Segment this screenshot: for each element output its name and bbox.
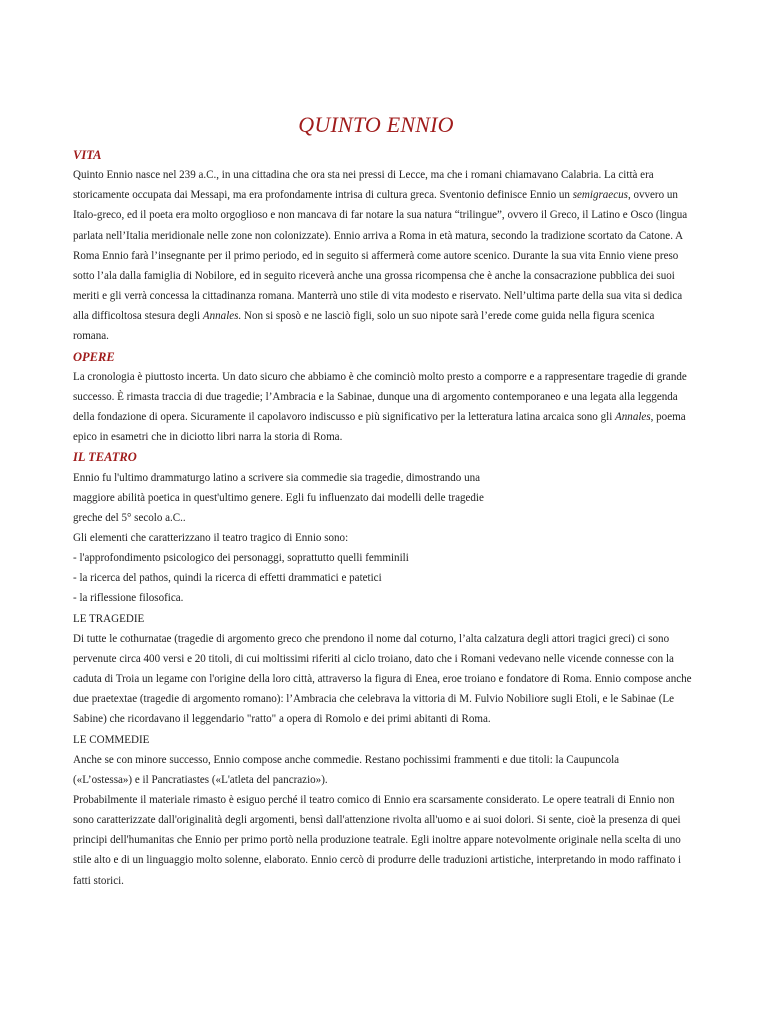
tragedie-paragraph: Di tutte le cothurnatae (tragedie di argomento greco che prendono il nome dal coturno, l’alta calzatura degli attori tragici greci) ci sono pervenute circa 400 versi e 20 titoli, di cui moltissimi riferiti al ciclo troiano, dato che i Romani vedevano nelle vicende connesse con la caduta di Troia un legame con l'origine della loro città, attraverso la figura di Enea, eroe troiano e fondatore di Roma. Ennio compose anche due praetextae (tragedie di argomento romano): l’Ambracia che celebrava la vittoria di M. Fulvio Nobiliore sugli Etoli, e le Sabinae (Le Sabine) che ricordavano il leggendario "ratto" a opera di Romolo e dei primi abitanti di Roma. (73, 632, 692, 726)
teatro-line-2: maggiore abilità poetica in quest'ultimo genere. Egli fu influenzato dai modelli delle tragedie (73, 491, 484, 504)
opere-term-annales: Annales (615, 411, 651, 424)
section-heading-vita: VITA (73, 148, 102, 162)
vita-paragraph (73, 165, 693, 346)
teatro-list-item-3: - la riflessione filosofica. (73, 592, 184, 605)
commedie-line-1: Anche se con minore successo, Ennio compose anche commedie. Restano pochissimi frammenti e due titoli: la Caupuncola (73, 753, 620, 766)
opere-text-part-2: , poema epico in esametri che in diciotto libri narra la storia di Roma. (73, 411, 686, 444)
document-title: QUINTO ENNIO (298, 112, 454, 137)
teatro-line-1: Ennio fu l'ultimo drammaturgo latino a scrivere sia commedie sia tragedie, dimostrando una (73, 471, 481, 484)
teatro-line-4: Gli elementi che caratterizzano il teatro tragico di Ennio sono: (73, 531, 349, 544)
vita-text-part-3: Non si sposò e ne lasciò figli, solo un suo nipote sarà l’erede come guida nella figura scenica romana. (73, 310, 655, 343)
teatro-line-3: greche del 5° secolo a.C.. (73, 511, 186, 524)
subheading-tragedie: LE TRAGEDIE (73, 612, 145, 625)
vita-term-semigraecus: semigraecus (572, 189, 628, 202)
commedie-line-2: («L’ostessa») e il Pancratiastes («L'atleta del pancrazio»). (73, 773, 328, 786)
opere-text-part-1: La cronologia è piuttosto incerta. Un dato sicuro che abbiamo è che cominciò molto presto a comporre e a rappresentare tragedie di grande successo. È rimasta traccia di due tragedie; l’Ambracia e la Sabinae, dunque una di argomento contemporaneo e una legata alla leggenda della fondazione di opera. Sicuramente il capolavoro indiscusso e più significativo per la letteratura latina arcaica sono gli (73, 370, 687, 424)
opere-paragraph (73, 367, 693, 448)
vita-term-annales: Annales. (202, 310, 242, 323)
vita-text-part-2: , ovvero un Italo-greco, ed il poeta era molto orgoglioso e non mancava di far notare la sua natura “trilingue”, ovvero il Greco, il Latino e Osco (lingua parlata nell’Italia meridionale nelle zone non colonizzate). Ennio arriva a Roma in età matura, secondo la tradizione scortato da Catone. A Roma Ennio farà l’insegnante per il primo periodo, ed in seguito si affermerà come autore scenico. Durante la sua vita Ennio viene preso sotto l’ala dalla famiglia di Nobilore, ed in seguito riceverà anche una grossa ricompensa che è anche la consacrazione pubblica dei suoi meriti e gli verrà concessa la cittadinanza romana. Manterrà uno stile di vita modesto e riservato. Nell’ultima parte della sua vita si dedica alla difficoltosa stesura degli (73, 189, 688, 323)
subheading-commedie: LE COMMEDIE (73, 733, 150, 746)
document-body (73, 145, 693, 891)
section-heading-opere: OPERE (73, 349, 115, 364)
teatro-list-item-2: - la ricerca del pathos, quindi la ricerca di effetti drammatici e patetici (73, 572, 382, 585)
vita-text-part-1: Quinto Ennio nasce nel 239 a.C., in una cittadina che ora sta nei pressi di Lecce, ma che i romani chiamavano Calabria. La città era storicamente occupata dai Messapi, ma era profondamente intrisa di cultura greca. Sventonio definisce Ennio un (73, 169, 654, 202)
teatro-list-item-1: - l'approfondimento psicologico dei personaggi, soprattutto quelli femminili (73, 552, 409, 565)
commedie-paragraph: Probabilmente il materiale rimasto è esiguo perché il teatro comico di Ennio era scarsamente considerato. Le opere teatrali di Ennio non sono caratterizzate dall'originalità degli argomenti, bensì dall'attenzione rivolta all'uomo e ai suoi dolori. Si sente, cioè la presenza di quei principi dell'humanitas che Ennio per primo portò nella produzione teatrale. Egli inoltre appare notevolmente originale nella scelta di uno stile alto e di un linguaggio molto solenne, elaborato. Ennio cercò di produrre delle traduzioni artistiche, interpretando in modo raffinato i fatti storici. (73, 794, 682, 887)
section-heading-teatro: IL TEATRO (73, 450, 137, 465)
